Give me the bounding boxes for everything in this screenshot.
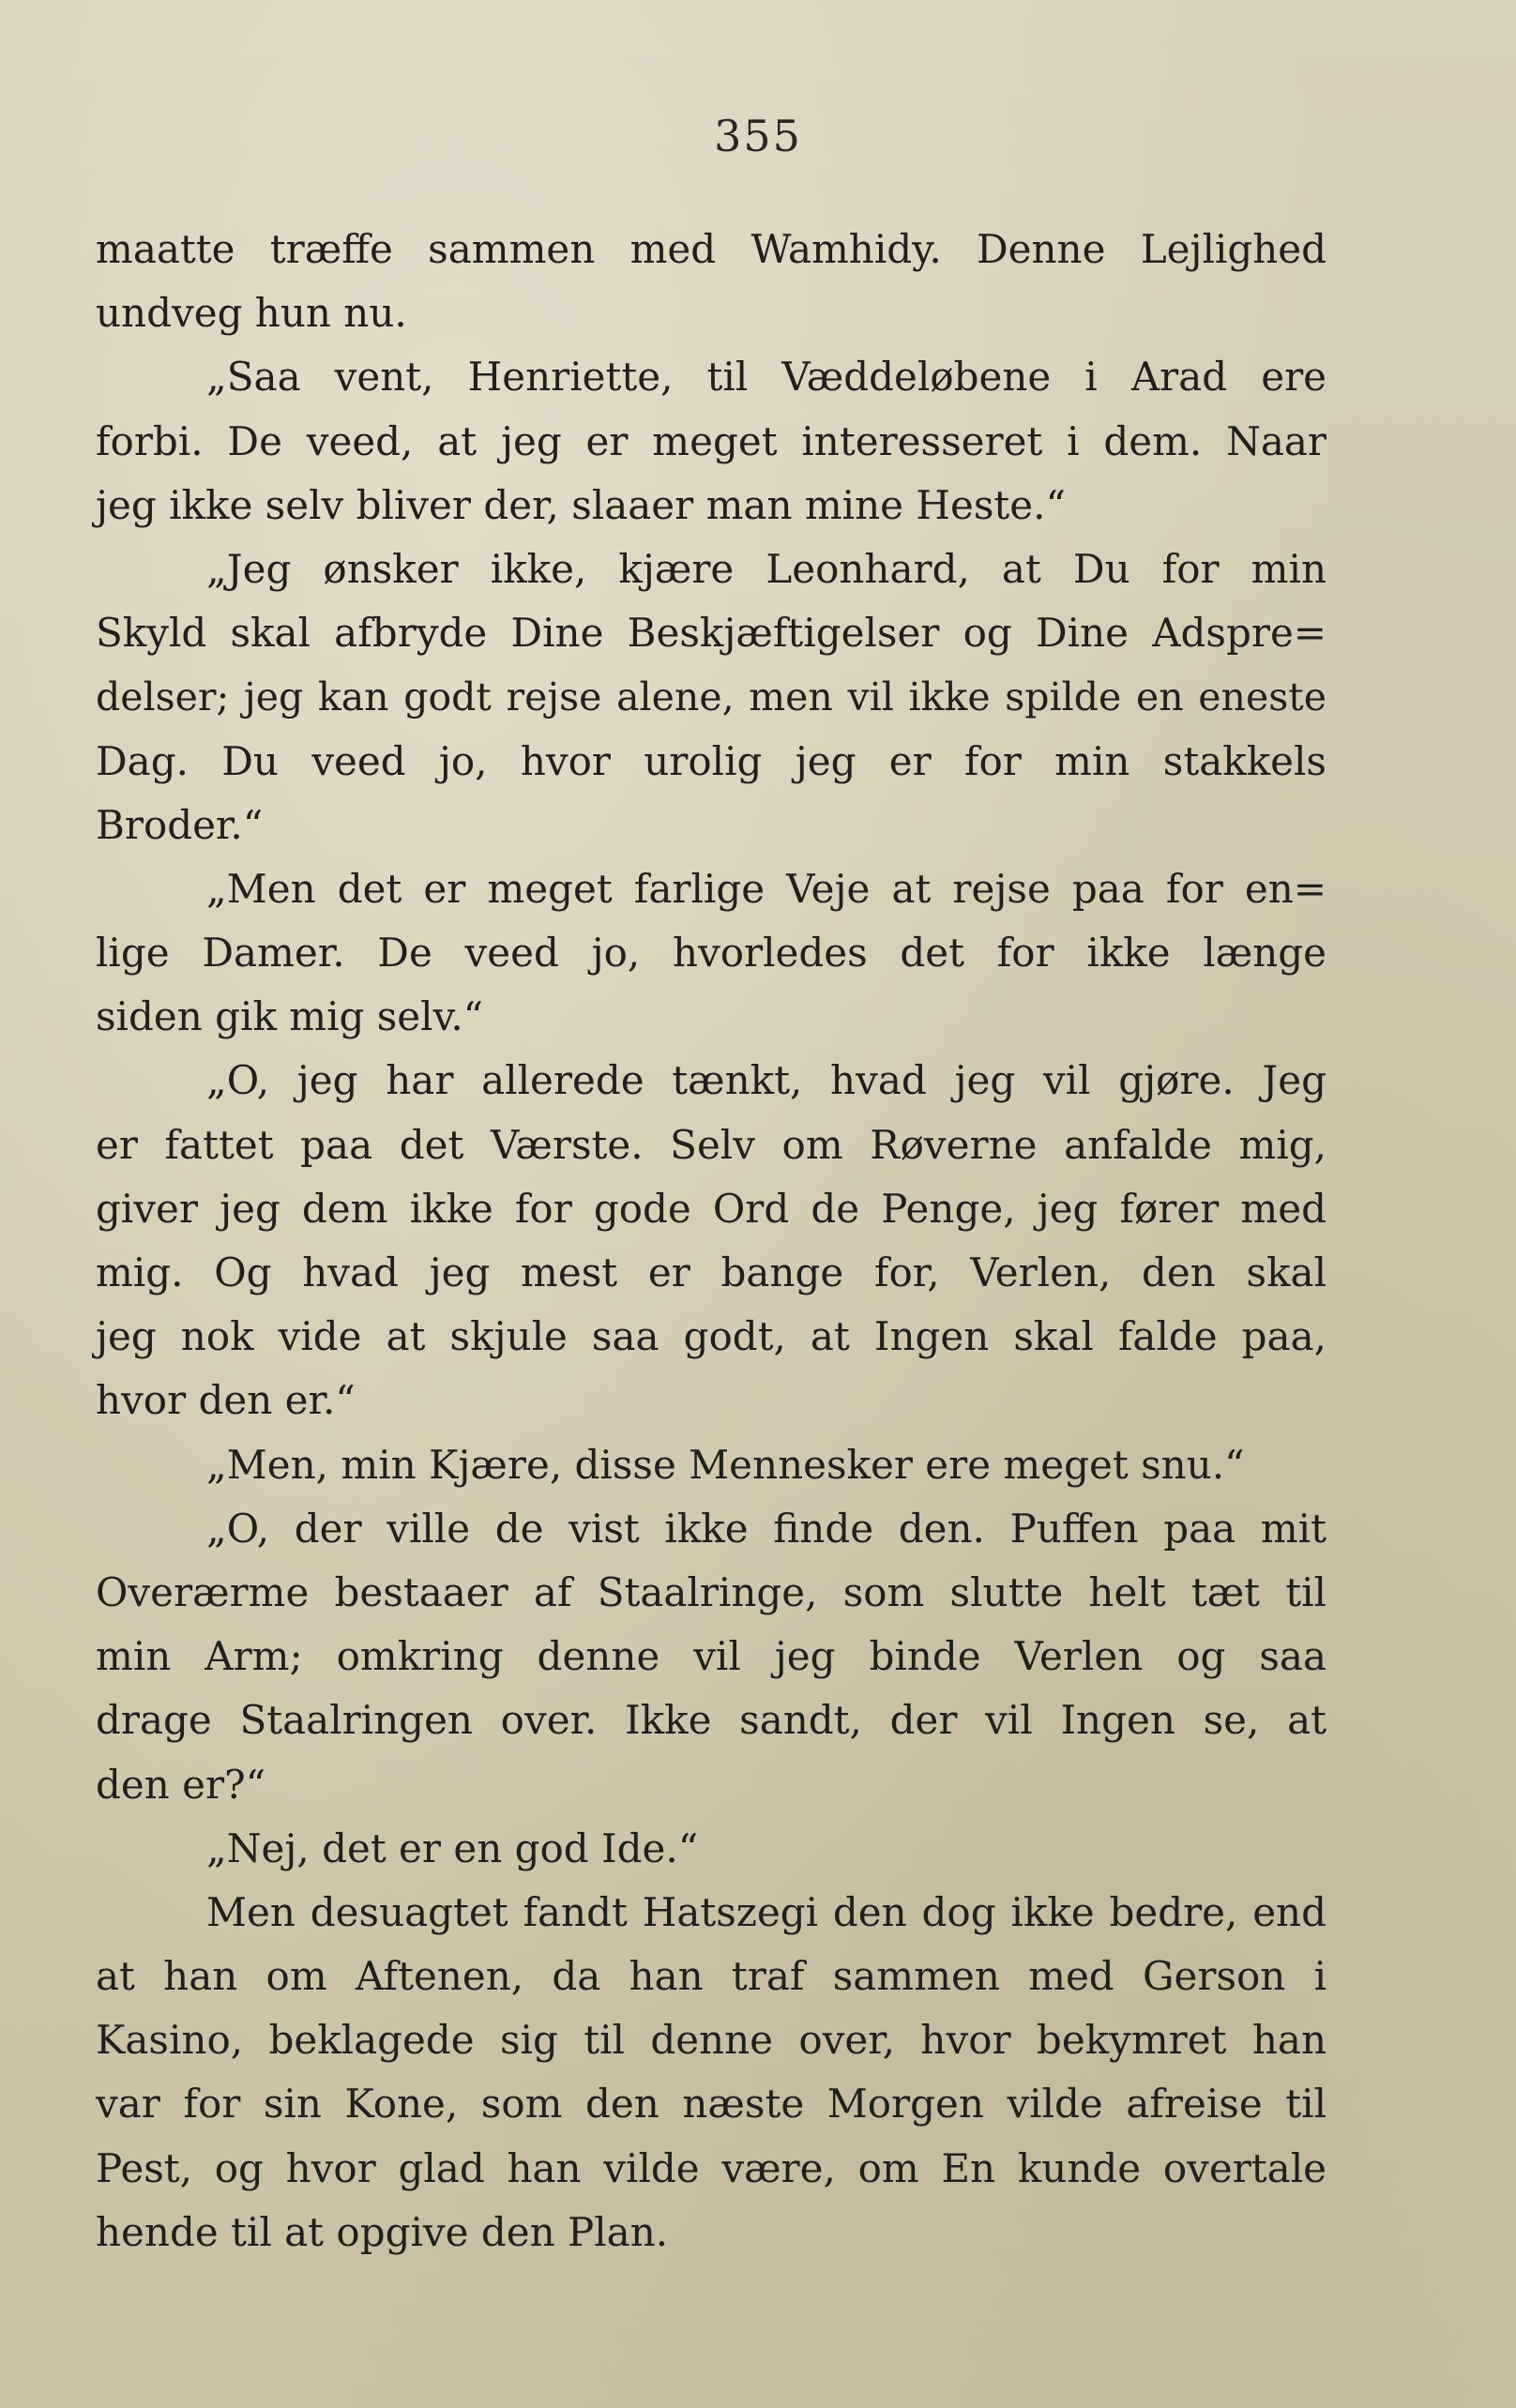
text-line: Dag. Du veed jo, hvor urolig jeg er for min stakkels (96, 737, 1326, 784)
text-line: Men desuagtet fandt Hatszegi den dog ikke bedre, end (206, 1888, 1326, 1935)
text-line: er fattet paa det Værste. Selv om Røverne anfalde mig, (96, 1121, 1326, 1168)
text-line: jeg ikke selv bliver der, slaaer man mine Heste.“ (96, 481, 1066, 528)
text-line: giver jeg dem ikke for gode Ord de Penge, jeg fører med (96, 1185, 1326, 1232)
text-line: var for sin Kone, som den næste Morgen vilde afreise til (96, 2081, 1326, 2128)
text-line: maatte træffe sammen med Wamhidy. Denne Lejlighed (96, 226, 1326, 272)
body-text (96, 218, 1326, 2264)
text-line: mig. Og hvad jeg mest er bange for, Verlen, den skal (96, 1249, 1326, 1295)
text-line: „Nej, det er en god Ide.“ (206, 1825, 699, 1871)
text-line: at han om Aftenen, da han traf sammen med Gerson i (96, 1953, 1326, 2000)
text-line: „Men, min Kjære, disse Mennesker ere meget snu.“ (206, 1441, 1245, 1488)
text-line: „O, der ville de vist ikke finde den. Puffen paa mit (206, 1505, 1326, 1552)
text-line: drage Staalringen over. Ikke sandt, der vil Ingen se, at (96, 1697, 1326, 1744)
text-line: „Saa vent, Henriette, til Væddeløbene i Arad ere (206, 354, 1326, 401)
text-line: Overærme bestaaer af Staalringe, som slutte helt tæt til (96, 1568, 1326, 1615)
text-line: Skyld skal afbryde Dine Beskjæftigelser og Dine Adspre= (96, 610, 1326, 657)
text-line: hende til at opgive den Plan. (96, 2208, 669, 2255)
text-line: den er?“ (96, 1761, 266, 1808)
text-line: delser; jeg kan godt rejse alene, men vil ikke spilde en eneste (96, 674, 1326, 720)
text-line: forbi. De veed, at jeg er meget interesseret i dem. Naar (96, 417, 1326, 464)
page-number: 355 (714, 111, 802, 161)
text-line: Kasino, beklagede sig til denne over, hvor bekymret han (96, 2017, 1326, 2064)
text-line: jeg nok vide at skjule saa godt, at Ingen skal falde paa, (96, 1313, 1326, 1360)
text-line: hvor den er.“ (96, 1377, 356, 1424)
text-line: min Arm; omkring denne vil jeg binde Verlen og saa (96, 1633, 1326, 1680)
text-line: Pest, og hvor glad han vilde være, om En kunde overtale (96, 2144, 1326, 2191)
text-line: „Jeg ønsker ikke, kjære Leonhard, at Du for min (206, 545, 1326, 592)
text-line: lige Damer. De veed jo, hvorledes det for ikke længe (96, 930, 1326, 977)
text-line: „O, jeg har allerede tænkt, hvad jeg vil gjøre. Jeg (206, 1057, 1326, 1104)
text-line: siden gik mig selv.“ (96, 993, 484, 1040)
text-line: „Men det er meget farlige Veje at rejse paa for en= (206, 865, 1326, 912)
text-line: Broder.“ (96, 801, 264, 848)
text-line: undveg hun nu. (96, 290, 407, 337)
